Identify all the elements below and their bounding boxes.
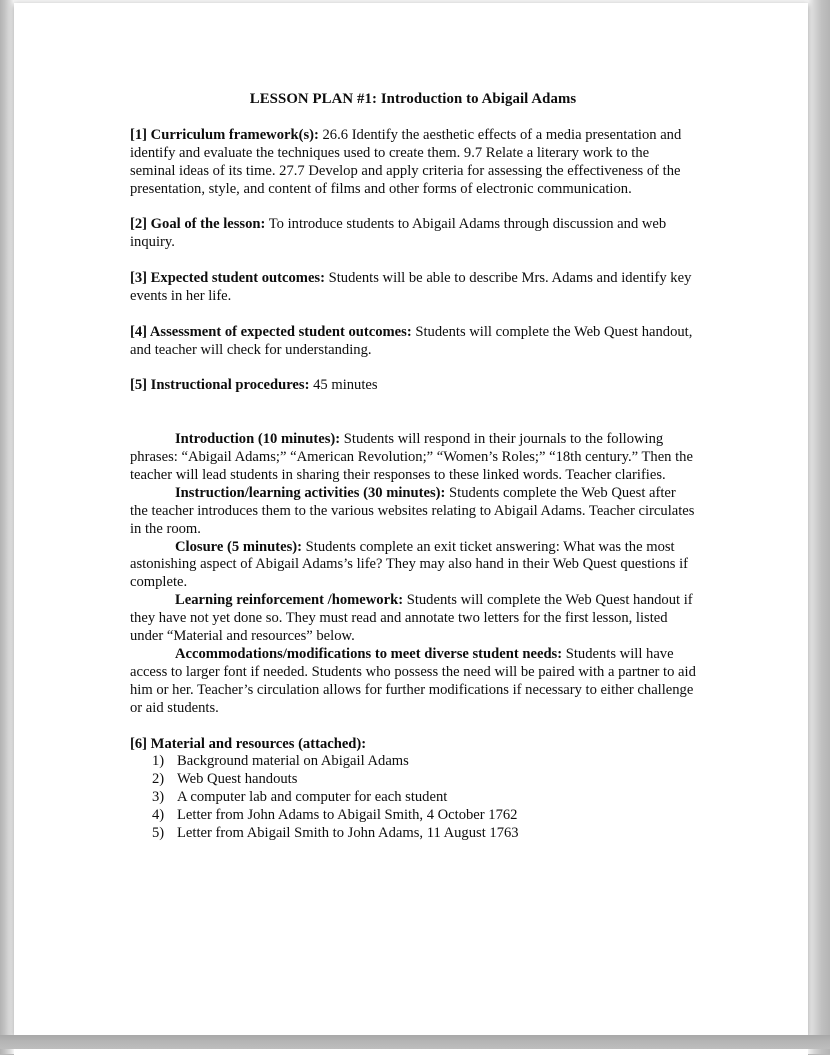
procedure-item-body: Students complete the Web Quest after the teacher introduces them to the various websites relating to Abigail Adams. Teacher circulates in the room.: [130, 484, 695, 537]
list-item-number: 4): [152, 807, 165, 824]
procedure-item-heading: Instruction/learning activities (30 minutes):: [175, 484, 446, 501]
procedure-item-body: Students will have access to larger font if needed. Students who possess the need will be paired with a partner to aid him or her. Teacher’s circulation allows for further modifications if necessary to either challenge or aid students.: [130, 645, 696, 716]
section-procedures-body: 45 minutes: [309, 377, 378, 394]
list-item-label: Letter from Abigail Smith to John Adams, 11 August 1763: [177, 825, 519, 842]
procedure-item: [130, 431, 696, 485]
procedure-item: [130, 646, 696, 718]
list-item: [130, 771, 696, 789]
section-goal-label: [2] Goal of the lesson:: [130, 216, 266, 233]
spacer: [130, 109, 696, 127]
section-goal: [130, 216, 696, 252]
procedure-item: [130, 539, 696, 593]
list-item: [130, 825, 696, 843]
procedure-item-heading: Learning reinforcement /homework:: [175, 592, 404, 609]
section-curriculum-label: [1] Curriculum framework(s):: [130, 126, 319, 143]
section-outcomes-body: Students will be able to describe Mrs. Adams and identify key events in her life.: [130, 270, 692, 304]
spacer: [130, 306, 696, 324]
page-title: LESSON PLAN #1: Introduction to Abigail Adams: [249, 91, 577, 107]
page-separator: [0, 1035, 830, 1049]
list-item-label: Letter from John Adams to Abigail Smith, 4 October 1762: [177, 807, 518, 824]
section-outcomes-label: [3] Expected student outcomes:: [130, 270, 325, 287]
list-item-label: Background material on Abigail Adams: [177, 753, 409, 770]
spacer: [130, 360, 696, 378]
list-item: [130, 807, 696, 825]
section-procedures: [130, 377, 696, 395]
list-item: [130, 789, 696, 807]
spacer: [130, 198, 696, 216]
procedure-item-body: Students will complete the Web Quest handout if they have not yet done so. They must read and annotate two letters for the first lesson, listed under “Material and resources” below.: [130, 592, 693, 645]
section-materials: [130, 736, 696, 754]
viewer-right-gutter: [808, 0, 830, 1054]
list-item: [130, 753, 696, 771]
spacer: [130, 413, 696, 431]
procedure-item-heading: Closure (5 minutes):: [175, 538, 303, 555]
procedure-item: [130, 592, 696, 646]
list-item-number: 3): [152, 789, 165, 806]
section-outcomes: [130, 270, 696, 306]
list-item-number: 2): [152, 771, 165, 788]
procedure-item-heading: Accommodations/modifications to meet diverse student needs:: [175, 645, 563, 662]
section-curriculum-body: 26.6 Identify the aesthetic effects of a media presentation and identify and evaluate the techniques used to create them. 9.7 Relate a literary work to the seminal ideas of its time. 27.7 Develop and apply criteria for assessing the effectiveness of the presentation, style, and content of films and other forms of electronic communication.: [130, 126, 682, 197]
procedure-item: [130, 485, 696, 539]
viewer-left-gutter: [0, 0, 14, 1054]
procedure-item-body: Students complete an exit ticket answering: What was the most astonishing aspect of Abigail Adams’s life? They may also hand in their Web Quest questions if complete.: [130, 538, 689, 591]
page-content: [130, 91, 696, 843]
list-item-number: 5): [152, 825, 165, 842]
section-materials-label: [6] Material and resources (attached):: [130, 735, 367, 752]
materials-list: [130, 753, 696, 843]
list-item-label: Web Quest handouts: [177, 771, 298, 788]
section-assessment-body: Students will complete the Web Quest handout, and teacher will check for understanding.: [130, 323, 693, 358]
spacer: [130, 252, 696, 270]
document-page-1: [14, 3, 808, 1035]
procedure-item-heading: Introduction (10 minutes):: [175, 431, 341, 448]
list-item-label: A computer lab and computer for each student: [177, 789, 448, 806]
section-assessment: [130, 324, 696, 360]
spacer: [130, 395, 696, 413]
spacer: [130, 718, 696, 736]
section-curriculum: [130, 127, 696, 199]
list-item-number: 1): [152, 753, 165, 770]
section-procedures-label: [5] Instructional procedures:: [130, 377, 310, 394]
procedure-item-body: Students will respond in their journals to the following phrases: “Abigail Adams;” “American Revolution;” “Women’s Roles;” “18th century.” Then the teacher will lead students in sharing their responses to these linked words. Teacher clarifies.: [130, 431, 693, 483]
document-page-2: [14, 1049, 808, 1055]
section-goal-body: To introduce students to Abigail Adams through discussion and web inquiry.: [130, 216, 667, 251]
section-assessment-label: [4] Assessment of expected student outcomes:: [130, 323, 412, 340]
